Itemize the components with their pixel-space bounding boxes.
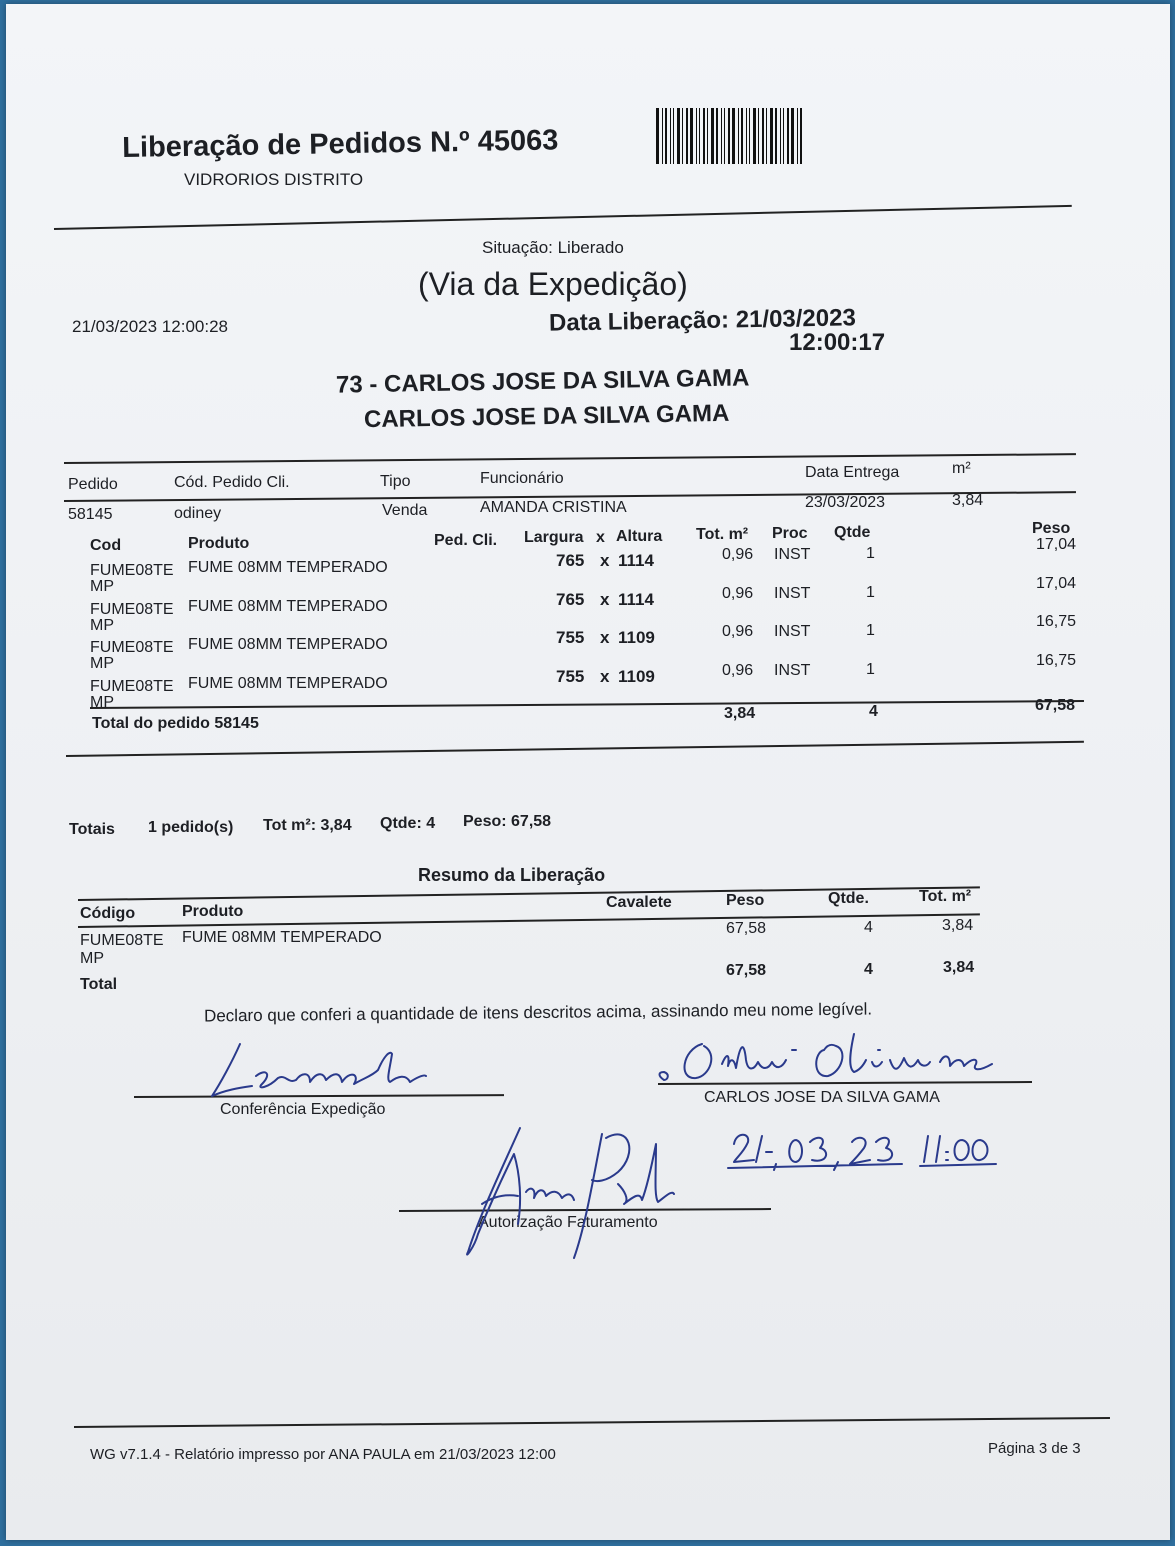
value-tipo: Venda: [382, 502, 428, 519]
value-data-entrega: 23/03/2023: [805, 494, 886, 511]
cell-cod-line2: MP: [90, 655, 114, 672]
col-qtde: Qtde: [834, 524, 871, 541]
cell-altura: 1109: [618, 666, 655, 686]
cell-tot-m2: 0,96: [722, 662, 754, 680]
release-time: 12:00:17: [789, 329, 886, 356]
autorizacao-label: Autorização Faturamento: [478, 1214, 658, 1231]
cell-qtde: 1: [866, 622, 875, 640]
cell-proc: INST: [774, 622, 811, 640]
summary-codigo-line1: FUME08TE: [80, 932, 164, 949]
cell-qtde: 1: [866, 545, 875, 563]
document-page: [6, 4, 1170, 1540]
cell-tot-m2: 0,96: [722, 546, 754, 564]
value-pedido: 58145: [68, 506, 113, 523]
cell-tot-m2: 0,96: [722, 623, 754, 641]
cell-produto: FUME 08MM TEMPERADO: [188, 559, 388, 577]
cell-largura: 755: [556, 667, 585, 687]
cell-peso: 17,04: [1036, 575, 1077, 593]
summary-col-qtde: Qtde.: [828, 890, 869, 907]
summary-tot-m2: 3,84: [942, 917, 974, 934]
cell-peso: 16,75: [1036, 652, 1077, 670]
col-ped-cli: Ped. Cli.: [434, 532, 498, 549]
cell-x: x: [600, 666, 610, 686]
cell-cod-line1: FUME08TE: [90, 562, 174, 579]
release-date: Data Liberação: 21/03/2023: [548, 304, 857, 337]
client-signature-label: CARLOS JOSE DA SILVA GAMA: [704, 1089, 940, 1106]
totals-pedidos: 1 pedido(s): [148, 819, 234, 836]
cell-cod-line1: FUME08TE: [90, 601, 174, 618]
summary-col-produto: Produto: [182, 903, 244, 920]
summary-col-tot-m2: Tot. m²: [919, 888, 972, 905]
handwritten-date: [728, 1135, 996, 1170]
value-m2: 3,84: [952, 492, 984, 509]
copy-type: (Via da Expedição): [418, 266, 688, 302]
col-proc: Proc: [772, 525, 808, 542]
cell-cod-line2: MP: [90, 578, 114, 595]
summary-total-peso: 67,58: [726, 962, 767, 979]
summary-qtde: 4: [864, 919, 873, 936]
client-code-name: 73 - CARLOS JOSE DA SILVA GAMA: [335, 364, 750, 399]
cell-produto: FUME 08MM TEMPERADO: [188, 598, 388, 616]
cell-largura: 755: [556, 628, 585, 648]
cell-cod-line2: MP: [90, 617, 114, 634]
cell-altura: 1114: [618, 550, 654, 570]
col-largura: Largura: [524, 529, 584, 546]
cell-largura: 765: [556, 551, 585, 571]
col-peso: Peso: [1032, 520, 1071, 537]
cell-altura: 1109: [618, 627, 655, 647]
col-altura: Altura: [616, 528, 663, 545]
col-cod: Cod: [90, 537, 122, 554]
print-datetime: 21/03/2023 12:00:28: [72, 317, 228, 336]
summary-col-codigo: Código: [80, 905, 136, 922]
label-pedido: Pedido: [68, 476, 118, 493]
col-x: x: [596, 529, 605, 546]
cell-qtde: 1: [866, 661, 875, 679]
page-number: Página 3 de 3: [988, 1440, 1081, 1457]
cell-proc: INST: [774, 661, 811, 679]
cell-x: x: [600, 550, 610, 570]
cell-cod-line2: MP: [90, 694, 114, 711]
cell-altura: 1114: [618, 589, 654, 609]
summary-total-qtde: 4: [864, 961, 873, 978]
order-total-m2: 3,84: [724, 705, 756, 722]
cell-produto: FUME 08MM TEMPERADO: [188, 636, 388, 654]
status-text: Situação: Liberado: [482, 238, 624, 257]
summary-title: Resumo da Liberação: [418, 865, 606, 885]
summary-total-label: Total: [80, 976, 118, 993]
order-total-peso: 67,58: [1035, 697, 1076, 714]
order-total-qtde: 4: [869, 703, 878, 720]
client-name: CARLOS JOSE DA SILVA GAMA: [363, 399, 730, 434]
summary-codigo-line2: MP: [80, 950, 104, 967]
cell-largura: 765: [556, 590, 585, 610]
label-tipo: Tipo: [380, 473, 411, 490]
cell-x: x: [600, 627, 610, 647]
summary-col-peso: Peso: [726, 892, 765, 909]
cell-x: x: [600, 589, 610, 609]
label-cod-pedido-cli: Cód. Pedido Cli.: [174, 474, 290, 491]
cell-peso: 16,75: [1036, 613, 1077, 631]
handwritten-signatures: [6, 4, 1170, 1540]
totals-label: Totais: [69, 821, 115, 838]
cell-proc: INST: [774, 584, 811, 602]
footer-report: WG v7.1.4 - Relatório impresso por ANA PAULA em 21/03/2023 12:00: [90, 1446, 556, 1463]
signature-leonardo: [212, 1044, 426, 1096]
label-funcionario: Funcionário: [480, 470, 564, 487]
summary-col-cavalete: Cavalete: [606, 894, 672, 911]
cell-proc: INST: [774, 545, 811, 563]
summary-produto: FUME 08MM TEMPERADO: [182, 929, 382, 946]
summary-total-tot-m2: 3,84: [943, 959, 975, 976]
cell-qtde: 1: [866, 584, 875, 602]
cell-tot-m2: 0,96: [722, 585, 754, 603]
summary-peso: 67,58: [726, 920, 767, 937]
cell-cod-line1: FUME08TE: [90, 678, 174, 695]
order-total-label: Total do pedido 58145: [92, 715, 259, 732]
value-funcionario: AMANDA CRISTINA: [480, 499, 627, 516]
document-title: Liberação de Pedidos N.º 45063: [122, 124, 559, 164]
col-tot-m2: Tot. m²: [696, 526, 749, 543]
label-m2: m²: [952, 460, 971, 477]
col-produto: Produto: [188, 535, 250, 552]
totals-m2: Tot m²: 3,84: [263, 817, 352, 834]
signature-odiney: [660, 1034, 993, 1080]
conferencia-label: Conferência Expedição: [220, 1101, 386, 1118]
cell-cod-line1: FUME08TE: [90, 639, 174, 656]
signature-ana-paula: [467, 1128, 674, 1258]
cell-peso: 17,04: [1036, 536, 1077, 554]
totals-peso: Peso: 67,58: [463, 813, 552, 830]
totals-qtde: Qtde: 4: [380, 815, 436, 832]
declaration-text: Declaro que conferi a quantidade de itens descritos acima, assinando meu nome legível.: [203, 999, 873, 1026]
company-name: VIDRORIOS DISTRITO: [184, 170, 364, 189]
label-data-entrega: Data Entrega: [805, 464, 900, 481]
cell-produto: FUME 08MM TEMPERADO: [188, 675, 388, 693]
value-cod-pedido-cli: odiney: [174, 505, 222, 522]
